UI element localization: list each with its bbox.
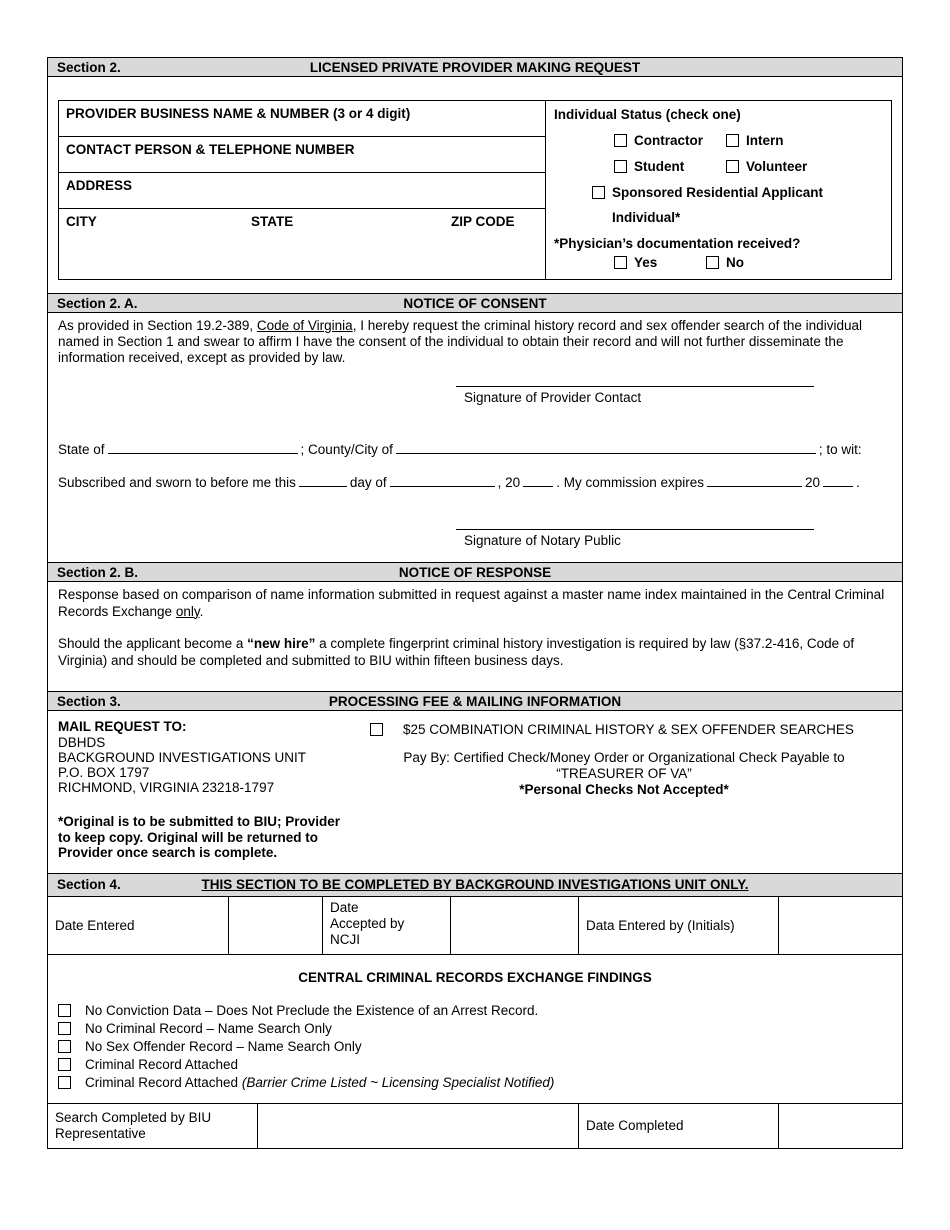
section2b-bar [48,562,902,582]
date-entered-label: Date Entered [48,897,229,954]
response-section [48,582,902,691]
address-field[interactable] [59,173,545,209]
section4-bar [48,873,902,897]
newhire-text [58,636,892,669]
finding-label: Criminal Record Attached [85,1057,239,1073]
consent-text-part2: , I hereby request the criminal history record and sex offender search of the individual named in Section 1 and swear to affirm I have the consent of the individual to obtain their record and will not further disseminate the information received, except as provided by law. [58,318,862,365]
notary-signature-block [456,529,892,548]
notary-signature-label: Signature of Notary Public [464,533,621,548]
no-label: No [726,255,744,270]
status-row-2 [614,158,883,175]
to-wit-label: ; to wit: [818,442,862,457]
sworn-text-4: . My commission expires [556,475,704,490]
sworn-text-3: , 20 [497,475,521,490]
finding-item [58,1056,892,1074]
intern-checkbox[interactable] [726,134,739,147]
finding-item [58,1002,892,1020]
volunteer-label: Volunteer [746,159,808,174]
date-completed-label: Date Completed [579,1104,779,1148]
individual-status-title: Individual Status (check one) [554,107,741,122]
intern-option [726,133,784,148]
provider-signature-label: Signature of Provider Contact [464,390,642,405]
city-state-zip-field[interactable] [59,209,545,279]
sworn-text-6: . [856,475,860,490]
response-text [58,587,892,620]
yes-option [614,255,706,270]
student-checkbox[interactable] [614,160,627,173]
finding-item [58,1074,892,1092]
search-completed-cell[interactable] [258,1104,579,1148]
data-entered-by-cell[interactable] [779,897,902,954]
findings-title: CENTRAL CRIMINAL RECORDS EXCHANGE FINDINGS [298,969,652,985]
no-criminal-record-checkbox[interactable] [58,1022,71,1035]
provider-area [48,77,902,293]
contact-person-field[interactable] [59,137,545,173]
day-blank[interactable] [299,475,347,487]
county-blank[interactable] [396,442,816,454]
provider-box [58,100,892,280]
background-check-form [47,57,903,1149]
mail-address-line: RICHMOND, VIRGINIA 23218-1797 [58,780,275,796]
no-option [706,255,744,270]
physician-question: *Physician’s documentation received? [554,236,801,251]
fee-option-label: $25 COMBINATION CRIMINAL HISTORY & SEX OFFENDER SEARCHES [403,722,854,737]
state-label: STATE [251,214,294,229]
section2b-title: NOTICE OF RESPONSE [398,564,552,580]
sponsored-label-line2: Individual* [612,210,681,225]
no-conviction-checkbox[interactable] [58,1004,71,1017]
date-completed-cell[interactable] [779,1104,902,1148]
city-label: CITY [66,214,97,229]
barrier-crime-checkbox[interactable] [58,1076,71,1089]
section2-title: LICENSED PRIVATE PROVIDER MAKING REQUEST [309,59,641,75]
fee-column [356,719,892,861]
original-note [58,814,356,861]
personal-checks-note: *Personal Checks Not Accepted* [519,782,729,797]
contact-person-label: CONTACT PERSON & TELEPHONE NUMBER [66,142,355,157]
contractor-label: Contractor [634,133,704,148]
sworn-line [58,474,892,491]
finding-label-italic: (Barrier Crime Listed ~ Licensing Specialist Notified) [241,1075,555,1091]
finding-item [58,1020,892,1038]
response-text-part1: Response based on comparison of name information submitted in request against a master name index maintained in the Central Criminal Records Exchange [58,587,885,619]
processing-fee-section [48,711,902,873]
sponsored-checkbox[interactable] [592,186,605,199]
fee-checkbox[interactable] [370,723,383,736]
yes-label: Yes [634,255,658,270]
provider-signature-line[interactable] [456,386,814,387]
newhire-text-part1: Should the applicant become a [58,636,248,651]
notary-signature-line[interactable] [456,529,814,530]
intern-label: Intern [746,133,784,148]
sponsored-label-line1: Sponsored Residential Applicant [612,185,824,200]
student-label: Student [634,159,685,174]
original-note-line: to keep copy. Original will be returned to [58,829,319,845]
consent-section [48,313,902,562]
response-text-part2: . [199,603,204,619]
sworn-text-1: Subscribed and sworn to before me this [58,475,296,490]
section3-bar [48,691,902,711]
newhire-text-part2: a complete fingerprint criminal history investigation is required by law (§37.2-416, Code of Virginia) and should be completed and submitted to BIU within fifteen business days. [58,636,855,668]
biu-completion-row [48,1103,902,1148]
contractor-checkbox[interactable] [614,134,627,147]
year-blank[interactable] [523,475,553,487]
sworn-text-2: day of [349,475,387,490]
section2-label: Section 2. [57,59,121,75]
findings-section [48,955,902,1103]
section3-title: PROCESSING FEE & MAILING INFORMATION [328,693,622,709]
date-accepted-label-cell [323,897,451,954]
state-of-label: State of [58,442,105,457]
section2a-title: NOTICE OF CONSENT [403,295,547,311]
section3-label: Section 3. [57,693,121,709]
provider-fields [59,101,546,279]
section2a-label: Section 2. A. [57,295,138,311]
business-name-label: PROVIDER BUSINESS NAME & NUMBER (3 or 4 digit) [66,106,411,121]
notary-state-line [58,441,892,458]
biu-entry-row [48,897,902,955]
findings-list [58,1002,892,1092]
status-row-1 [614,132,883,149]
zip-label: ZIP CODE [451,214,515,229]
original-note-line: Provider once search is complete. [58,845,278,861]
contractor-option [614,133,726,148]
search-completed-label: Search Completed by BIU Representative [48,1104,258,1148]
mail-address-line: BACKGROUND INVESTIGATIONS UNIT [58,749,307,765]
consent-text-underlined: Code of Virginia [256,318,353,333]
sworn-text-5: 20 [805,475,821,490]
finding-label [85,1075,554,1090]
student-option [614,159,726,174]
address-label: ADDRESS [66,178,133,193]
mailing-info-column [58,719,356,861]
mail-address-line: P.O. BOX 1797 [58,764,150,780]
physician-yesno-row [614,254,883,271]
newhire-text-bold: “new hire” [247,636,316,651]
mail-address-line: DBHDS [58,734,106,750]
payee-text: “TREASURER OF VA” [556,766,692,781]
volunteer-checkbox[interactable] [726,160,739,173]
month-blank[interactable] [390,475,495,487]
county-city-label: ; County/City of [300,442,393,457]
volunteer-option [726,159,807,174]
section2b-label: Section 2. B. [57,564,139,580]
finding-item [58,1038,892,1056]
section4-title: THIS SECTION TO BE COMPLETED BY BACKGROUND INVESTIGATIONS UNIT ONLY. [201,877,749,893]
mail-request-to-label: MAIL REQUEST TO: [58,719,187,734]
date-accepted-label: Date Accepted by NCJI [330,899,405,947]
date-entered-cell[interactable] [229,897,323,954]
consent-text-part1: As provided in Section 19.2-389, [58,318,257,333]
yes-checkbox[interactable] [614,256,627,269]
pay-by-text: Pay By: Certified Check/Money Order or Organizational Check Payable to [403,750,845,765]
individual-status-box [546,101,891,279]
sponsored-option [592,184,883,201]
section4-label: Section 4. [57,877,121,893]
finding-label: No Conviction Data – Does Not Preclude the Existence of an Arrest Record. [85,1003,539,1019]
section2-bar [48,57,902,77]
section2a-bar [48,293,902,313]
criminal-record-attached-checkbox[interactable] [58,1058,71,1071]
original-note-line: *Original is to be submitted to BIU; Provider [58,814,341,830]
no-checkbox[interactable] [706,256,719,269]
fee-option-row [370,722,892,737]
commission-blank[interactable] [707,475,802,487]
finding-label: No Sex Offender Record – Name Search Only [85,1039,362,1055]
response-text-underlined: only [175,603,200,619]
state-blank[interactable] [108,442,298,454]
date-accepted-cell[interactable] [451,897,579,954]
business-name-field[interactable] [59,101,545,137]
finding-label-normal: Criminal Record Attached [85,1075,242,1091]
finding-label: No Criminal Record – Name Search Only [85,1021,332,1037]
consent-text [58,318,892,366]
data-entered-by-label: Data Entered by (Initials) [579,897,779,954]
commission-year-blank[interactable] [823,475,853,487]
no-sex-offender-checkbox[interactable] [58,1040,71,1053]
provider-signature-block [456,386,892,405]
